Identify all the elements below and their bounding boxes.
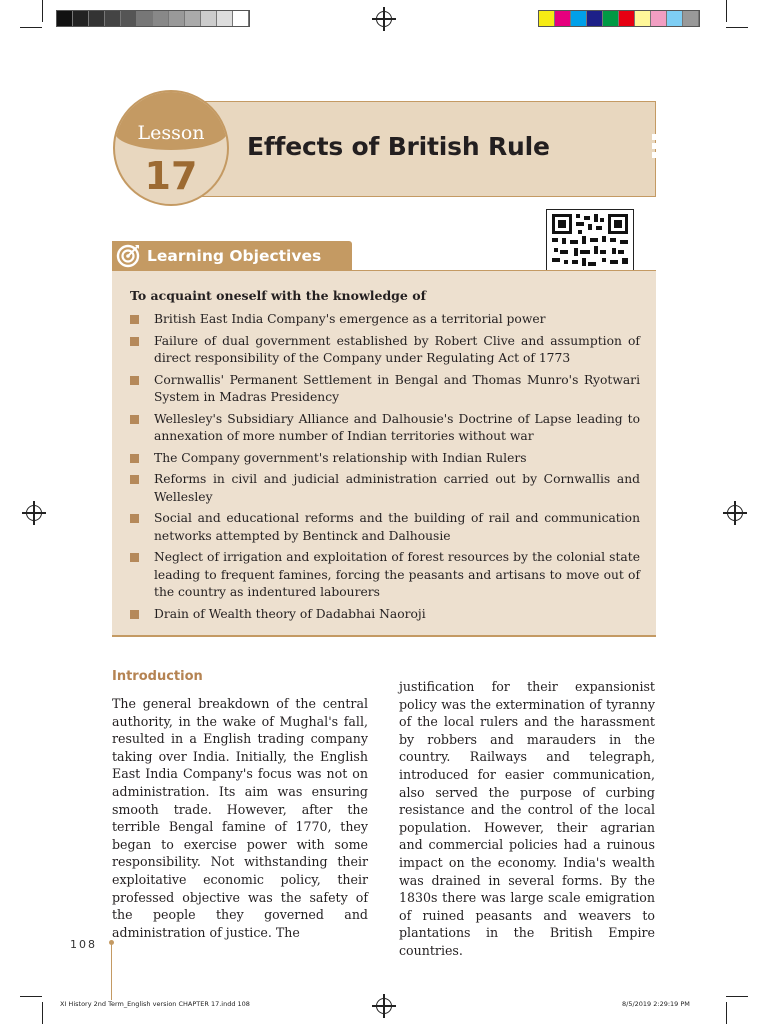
square-bullet-icon [130, 454, 139, 463]
crop-mark [42, 0, 43, 22]
list-item: Reforms in civil and judicial administration carried out by Cornwallis and Wellesley [130, 471, 640, 506]
chapter-title: Effects of British Rule [247, 132, 550, 161]
registration-mark-icon [376, 998, 392, 1014]
grayscale-color-bar [56, 10, 250, 27]
square-bullet-icon [130, 415, 139, 424]
square-bullet-icon [130, 315, 139, 324]
list-item: Failure of dual government established by Robert Clive and assumption of direct responsibility of the Company under Regulating Act of 1773 [130, 333, 640, 368]
list-item: The Company government's relationship with Indian Rulers [130, 450, 640, 468]
learning-objectives-tab [112, 241, 352, 271]
print-slug-filename: XI History 2nd Term_English version CHAPTER 17.indd 108 [60, 1000, 250, 1008]
registration-mark-icon [727, 505, 743, 521]
crop-mark [20, 996, 42, 997]
learning-objectives-box [112, 270, 656, 637]
chapter-title-banner [202, 101, 656, 197]
registration-mark-icon [376, 11, 392, 27]
banner-edge-tabs [652, 134, 659, 161]
lesson-label: Lesson [137, 122, 205, 144]
crop-mark [726, 996, 748, 997]
lesson-number: 17 [144, 154, 198, 198]
introduction-left-column: The general breakdown of the central authority, in the wake of Mughal's fall, resulted in a English trading company taking over India. Initially, the English East India Company's focus was not on administration. Its aim was ensuring smooth trade. However, after the terrible Bengal famine of 1770, they began to exercise power with some responsibility. Not withstanding their exploitative economic policy, their professed objective was the safety of the people they governed and administration of justice. The [112, 696, 368, 940]
learning-objectives-heading: Learning Objectives [147, 247, 322, 265]
page-number: 108 [70, 938, 97, 951]
print-slug-date: 8/5/2019 2:29:19 PM [622, 1000, 690, 1008]
square-bullet-icon [130, 610, 139, 619]
square-bullet-icon [130, 475, 139, 484]
square-bullet-icon [130, 376, 139, 385]
list-item: British East India Company's emergence as a territorial power [130, 311, 640, 329]
square-bullet-icon [130, 514, 139, 523]
target-icon [116, 244, 140, 268]
square-bullet-icon [130, 337, 139, 346]
list-item: Cornwallis' Permanent Settlement in Bengal and Thomas Munro's Ryotwari System in Madras Presidency [130, 372, 640, 407]
cmyk-color-bar [538, 10, 700, 27]
list-item: Drain of Wealth theory of Dadabhai Naoroji [130, 606, 640, 624]
list-item: Neglect of irrigation and exploitation of forest resources by the colonial state leading to frequent famines, forcing the peasants and artisans to move out of the country as indentured labourers [130, 549, 640, 602]
page-marker-line [111, 944, 112, 1000]
list-item: Wellesley's Subsidiary Alliance and Dalhousie's Doctrine of Lapse leading to annexation of more number of Indian territories without war [130, 411, 640, 446]
square-bullet-icon [130, 553, 139, 562]
list-item: Social and educational reforms and the building of rail and communication networks attempted by Bentinck and Dalhousie [130, 510, 640, 545]
crop-mark [726, 1002, 727, 1024]
crop-mark [20, 27, 42, 28]
crop-mark [42, 1002, 43, 1024]
introduction-right-column: justification for their expansionist policy was the extermination of tyranny of the local rulers and the harassment by robbers and marauders in the country. Railways and telegraph, introduced for easier communication, also served the purpose of curbing resistance and the control of the local population. However, their agrarian and commercial policies had a ruinous impact on the economy. India's wealth was drained in several forms. By the 1830s there was large scale emigration of ruined peasants and weavers to plantations in the British Empire countries. [399, 679, 655, 958]
objectives-intro: To acquaint oneself with the knowledge of [130, 288, 426, 303]
crop-mark [726, 0, 727, 22]
lesson-badge [113, 90, 229, 206]
crop-mark [726, 27, 748, 28]
objectives-list [130, 311, 640, 627]
registration-mark-icon [26, 505, 42, 521]
introduction-heading: Introduction [112, 669, 203, 684]
